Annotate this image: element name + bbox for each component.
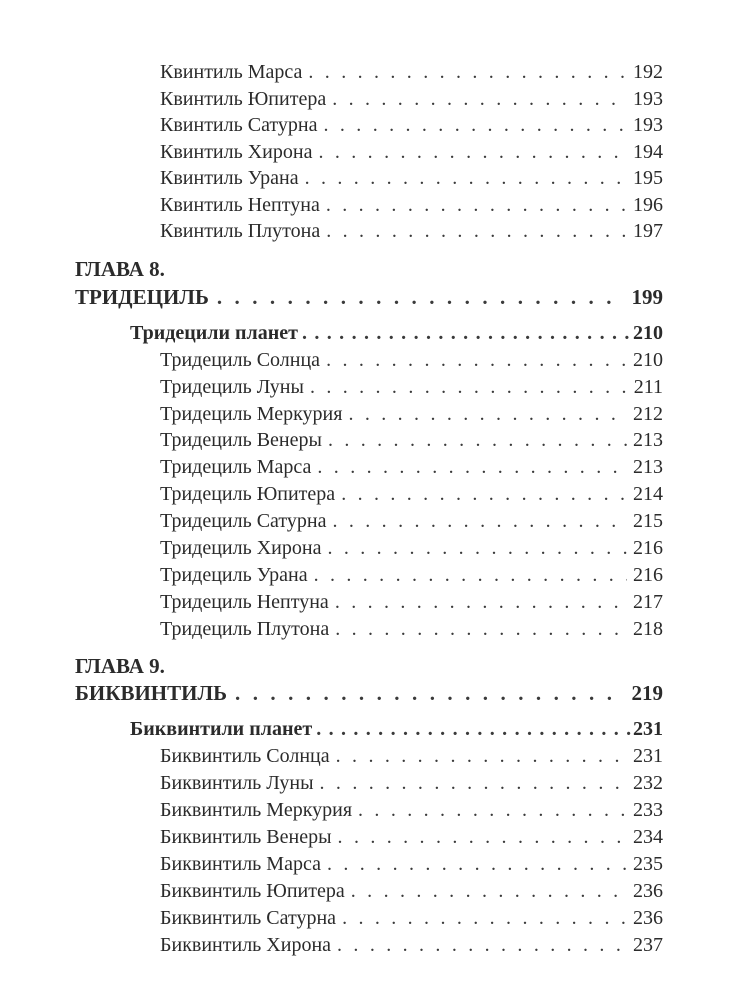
toc-entry-label: Биквинтиль Юпитера [160, 880, 345, 902]
toc-group-page: 210 [633, 322, 663, 344]
toc-entry[interactable] [160, 908, 663, 928]
toc-entry-label: Тридециль Плутона [160, 618, 330, 640]
toc-entry-page: 216 [633, 537, 663, 559]
toc-entry[interactable] [160, 619, 663, 639]
toc-entry[interactable] [160, 221, 663, 241]
dot-leader [314, 565, 627, 585]
toc-entry[interactable] [160, 62, 663, 82]
dot-leader [332, 511, 627, 531]
dot-leader [310, 377, 628, 397]
toc-entry-page: 218 [633, 618, 663, 640]
dot-leader [337, 935, 627, 955]
toc-entry-label: Квинтиль Юпитера [160, 88, 327, 110]
toc-group-label: Тридецили планет [130, 322, 298, 344]
dot-leader [235, 683, 622, 704]
dot-leader [327, 854, 627, 874]
chapter-label: ГЛАВА 9. [75, 654, 165, 678]
dot-leader [302, 323, 632, 343]
toc-entry-page: 212 [633, 403, 663, 425]
toc-entry-page: 217 [633, 591, 663, 613]
toc-entry-label: Тридециль Венеры [160, 429, 322, 451]
toc-entry-label: Тридециль Луны [160, 376, 304, 398]
dot-leader [341, 484, 627, 504]
dot-leader [332, 89, 627, 109]
toc-entry-label: Квинтиль Хирона [160, 141, 313, 163]
toc-group-label: Биквинтили планет [130, 718, 313, 740]
dot-leader [318, 142, 627, 162]
toc-entry-page: 214 [633, 483, 663, 505]
dot-leader [348, 404, 627, 424]
toc-entry[interactable] [160, 565, 663, 585]
toc-group-entry[interactable] [130, 719, 663, 739]
toc-entry-label: Тридециль Марса [160, 456, 312, 478]
toc-entry-page: 211 [633, 376, 663, 398]
toc-entry-page: 231 [633, 745, 663, 767]
toc-entry[interactable] [160, 592, 663, 612]
toc-entry[interactable] [160, 142, 663, 162]
chapter-label: ГЛАВА 8. [75, 257, 165, 281]
toc-entry[interactable] [160, 773, 663, 793]
toc-entry[interactable] [160, 195, 663, 215]
toc-entry-label: Тридециль Хирона [160, 537, 322, 559]
toc-group-entry[interactable] [130, 323, 663, 343]
toc-entry-label: Биквинтиль Венеры [160, 826, 332, 848]
chapter-title-entry[interactable] [75, 683, 663, 704]
toc-entry-page: 210 [633, 349, 663, 371]
chapter-page: 219 [631, 681, 663, 705]
toc-entry[interactable] [160, 377, 663, 397]
toc-entry-page: 237 [633, 934, 663, 956]
toc-entry-page: 194 [633, 141, 663, 163]
dot-leader [338, 827, 627, 847]
toc-entry[interactable] [160, 115, 663, 135]
toc-entry-page: 232 [633, 772, 663, 794]
chapter-page: 199 [631, 285, 663, 309]
toc-entry[interactable] [160, 935, 663, 955]
toc-entry-label: Квинтиль Плутона [160, 220, 321, 242]
chapter-title: БИКВИНТИЛЬ [75, 681, 227, 705]
toc-entry[interactable] [160, 168, 663, 188]
dot-leader [217, 287, 622, 308]
toc-entry[interactable] [160, 404, 663, 424]
toc-entry-page: 195 [633, 167, 663, 189]
toc-entry-page: 213 [633, 429, 663, 451]
dot-leader [324, 115, 628, 135]
dot-leader [328, 430, 627, 450]
toc-entry-label: Тридециль Юпитера [160, 483, 336, 505]
toc-entry[interactable] [160, 511, 663, 531]
dot-leader [316, 719, 632, 739]
dot-leader [342, 908, 627, 928]
toc-entry-page: 192 [633, 61, 663, 83]
dot-leader [358, 800, 627, 820]
toc-entry-page: 235 [633, 853, 663, 875]
toc-entry-label: Биквинтиль Солнца [160, 745, 330, 767]
toc-entry[interactable] [160, 881, 663, 901]
toc-entry-label: Тридециль Нептуна [160, 591, 329, 613]
dot-leader [327, 538, 627, 558]
dot-leader [335, 619, 627, 639]
toc-entry-page: 216 [633, 564, 663, 586]
dot-leader [305, 168, 627, 188]
toc-entry-page: 236 [633, 907, 663, 929]
chapter-title: ТРИДЕЦИЛЬ [75, 285, 209, 309]
chapter-title-entry[interactable] [75, 287, 663, 308]
dot-leader [336, 746, 627, 766]
toc-entry[interactable] [160, 350, 663, 370]
toc-entry-page: 234 [633, 826, 663, 848]
dot-leader [320, 773, 627, 793]
toc-entry[interactable] [160, 746, 663, 766]
toc-entry-label: Биквинтиль Меркурия [160, 799, 353, 821]
toc-entry-label: Биквинтиль Хирона [160, 934, 332, 956]
toc-entry-label: Тридециль Сатурна [160, 510, 327, 532]
toc-entry-label: Квинтиль Нептуна [160, 194, 320, 216]
toc-entry[interactable] [160, 827, 663, 847]
dot-leader [308, 62, 627, 82]
toc-entry[interactable] [160, 800, 663, 820]
dot-leader [326, 350, 627, 370]
toc-entry[interactable] [160, 430, 663, 450]
toc-entry[interactable] [160, 89, 663, 109]
toc-entry[interactable] [160, 538, 663, 558]
toc-entry-page: 233 [633, 799, 663, 821]
toc-entry-label: Квинтиль Сатурна [160, 114, 318, 136]
toc-entry-page: 193 [633, 88, 663, 110]
toc-entry-page: 215 [633, 510, 663, 532]
toc-entry[interactable] [160, 484, 663, 504]
toc-entry-label: Биквинтиль Сатурна [160, 907, 337, 929]
dot-leader [326, 195, 627, 215]
toc-entry-page: 197 [633, 220, 663, 242]
toc-entry-page: 213 [633, 456, 663, 478]
toc-entry-label: Квинтиль Урана [160, 167, 299, 189]
toc-group-page: 231 [633, 718, 663, 740]
dot-leader [326, 221, 627, 241]
dot-leader [317, 457, 627, 477]
toc-entry-page: 236 [633, 880, 663, 902]
toc-entry-page: 196 [633, 194, 663, 216]
dot-leader [351, 881, 627, 901]
dot-leader [335, 592, 627, 612]
toc-entry[interactable] [160, 854, 663, 874]
toc-entry-label: Тридециль Урана [160, 564, 308, 586]
toc-entry[interactable] [160, 457, 663, 477]
toc-entry-label: Биквинтиль Марса [160, 853, 321, 875]
toc-entry-label: Тридециль Меркурия [160, 403, 343, 425]
toc-entry-page: 193 [633, 114, 663, 136]
toc-entry-label: Биквинтиль Луны [160, 772, 314, 794]
toc-entry-label: Квинтиль Марса [160, 61, 303, 83]
toc-entry-label: Тридециль Солнца [160, 349, 321, 371]
